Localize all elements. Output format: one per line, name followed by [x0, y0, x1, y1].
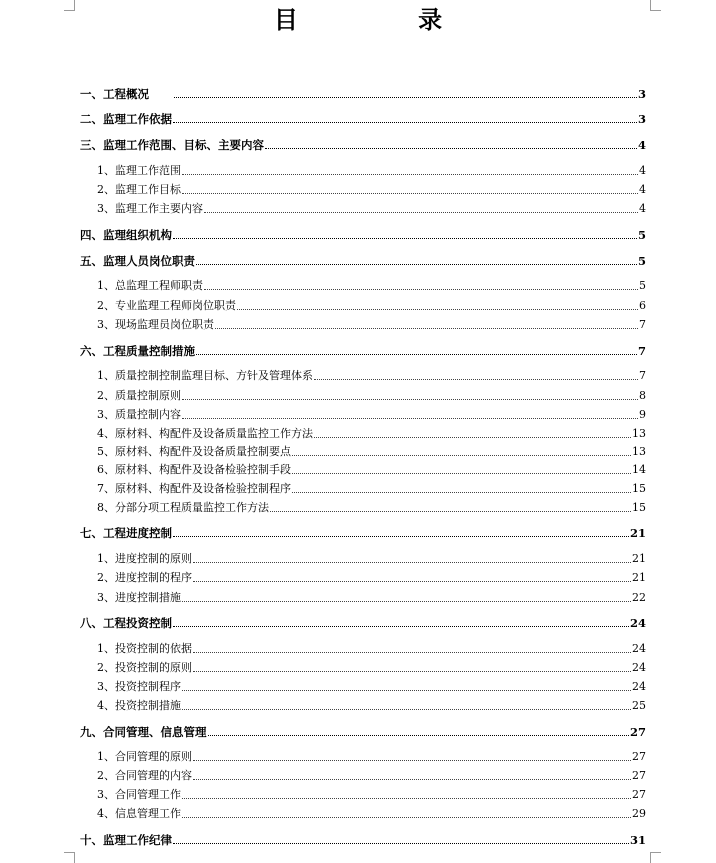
- toc-entry-chapter[interactable]: [80, 252, 646, 268]
- toc-page-number: 25: [632, 699, 646, 712]
- toc-dot-leader: [204, 288, 638, 290]
- toc-entry-text: 九、合同管理、信息管理: [80, 725, 207, 739]
- toc-entry-chapter[interactable]: [80, 831, 646, 847]
- toc-dot-leader: [182, 192, 638, 194]
- toc-page-number: 31: [629, 833, 646, 847]
- toc-entry-section[interactable]: [80, 297, 646, 313]
- toc-dot-leader: [173, 535, 629, 537]
- toc-entry-section[interactable]: [80, 461, 646, 477]
- toc-dot-leader: [173, 237, 637, 239]
- toc-page-number: 22: [632, 591, 646, 604]
- toc-entry-section[interactable]: [80, 181, 646, 197]
- toc-page-number: 27: [632, 788, 646, 801]
- toc-entry-text: 六、工程质量控制措施: [80, 344, 195, 358]
- page-corner-mark: [64, 852, 75, 863]
- toc-dot-leader: [182, 173, 638, 175]
- toc-entry-chapter[interactable]: [80, 614, 646, 630]
- toc-entry-text: 四、监理组织机构: [80, 228, 172, 242]
- toc-dot-leader: [193, 651, 631, 653]
- toc-dot-leader: [196, 353, 637, 355]
- toc-entry-text: 2、质量控制原则: [97, 389, 181, 402]
- toc-entry-section[interactable]: [80, 316, 646, 332]
- toc-entry-text: 2、合同管理的内容: [97, 769, 192, 782]
- toc-dot-leader: [182, 600, 631, 602]
- toc-entry-text: 1、监理工作范围: [97, 164, 181, 177]
- toc-dot-leader: [193, 759, 631, 761]
- toc-entry-chapter[interactable]: [80, 110, 646, 126]
- toc-page-number: 14: [632, 463, 646, 476]
- toc-entry-section[interactable]: [80, 550, 646, 566]
- toc-page-number: 6: [639, 299, 646, 312]
- toc-entry-text: 2、监理工作目标: [97, 183, 181, 196]
- toc-page-number: 4: [637, 138, 646, 152]
- toc-entry-text: 八、工程投资控制: [80, 616, 172, 630]
- toc-page-number: 9: [639, 408, 646, 421]
- toc-dot-leader: [196, 263, 637, 265]
- toc-page-number: 5: [637, 228, 646, 242]
- toc-page-number: 15: [632, 482, 646, 495]
- page-corner-mark: [650, 852, 661, 863]
- toc-page-number: 15: [632, 501, 646, 514]
- toc-entry-section[interactable]: [80, 200, 646, 216]
- toc-entry-text: 三、监理工作范围、目标、主要内容: [80, 138, 264, 152]
- toc-entry-section[interactable]: [80, 367, 646, 383]
- toc-page-number: 8: [639, 389, 646, 402]
- toc-dot-leader: [193, 580, 631, 582]
- toc-entry-text: 6、原材料、构配件及设备检验控制手段: [97, 463, 291, 476]
- toc-page-number: 4: [639, 202, 646, 215]
- toc-dot-leader: [173, 625, 629, 627]
- toc-entry-text: 五、监理人员岗位职责: [80, 254, 195, 268]
- toc-entry-section[interactable]: [80, 406, 646, 422]
- toc-entry-text: 3、进度控制措施: [97, 591, 181, 604]
- toc-page-number: 27: [629, 725, 646, 739]
- toc-page-number: 3: [637, 112, 646, 126]
- toc-dot-leader: [182, 398, 638, 400]
- toc-dot-leader: [270, 510, 631, 512]
- toc-page-number: 24: [629, 616, 646, 630]
- toc-entry-section[interactable]: [80, 805, 646, 821]
- toc-entry-text: 1、质量控制控制监理目标、方针及管理体系: [97, 369, 313, 382]
- toc-entry-text: 3、合同管理工作: [97, 788, 181, 801]
- toc-page-number: 21: [632, 571, 646, 584]
- toc-entry-text: 4、原材料、构配件及设备质量监控工作方法: [97, 427, 313, 440]
- toc-dot-leader: [173, 121, 637, 123]
- toc-entry-text: 5、原材料、构配件及设备质量控制要点: [97, 445, 291, 458]
- toc-page-number: 21: [632, 552, 646, 565]
- toc-entry-section[interactable]: [80, 387, 646, 403]
- toc-entry-section[interactable]: [80, 162, 646, 178]
- toc-entry-text: 2、投资控制的原则: [97, 661, 192, 674]
- toc-page-number: 13: [632, 445, 646, 458]
- toc-page-number: 24: [632, 680, 646, 693]
- toc-page-number: 24: [632, 661, 646, 674]
- toc-dot-leader: [193, 778, 631, 780]
- toc-entry-section[interactable]: [80, 678, 646, 694]
- toc-entry-text: 1、总监理工程师职责: [97, 279, 203, 292]
- toc-entry-text: 二、监理工作依据: [80, 112, 172, 126]
- toc-entry-section[interactable]: [80, 659, 646, 675]
- toc-entry-section[interactable]: [80, 425, 646, 441]
- toc-page-number: 29: [632, 807, 646, 820]
- toc-page-number: 24: [632, 642, 646, 655]
- toc-page-number: 7: [639, 318, 646, 331]
- toc-dot-leader: [292, 491, 631, 493]
- toc-dot-leader: [182, 816, 631, 818]
- toc-entry-chapter[interactable]: [80, 723, 646, 739]
- toc-dot-leader: [173, 842, 629, 844]
- toc-entry-section[interactable]: [80, 767, 646, 783]
- toc-page-number: 7: [639, 369, 646, 382]
- toc-entry-text: 3、监理工作主要内容: [97, 202, 203, 215]
- toc-entry-text: 2、专业监理工程师岗位职责: [97, 299, 236, 312]
- toc-entry-section[interactable]: [80, 589, 646, 605]
- toc-dot-leader: [237, 308, 638, 310]
- toc-entry-section[interactable]: [80, 640, 646, 656]
- toc-entry-section[interactable]: [80, 786, 646, 802]
- toc-entry-section[interactable]: [80, 569, 646, 585]
- toc-page-number: 21: [629, 526, 646, 540]
- toc-entry-section[interactable]: [80, 443, 646, 459]
- toc-entry-chapter[interactable]: [80, 136, 646, 152]
- toc-entry-chapter[interactable]: [80, 85, 646, 101]
- toc-entry-chapter[interactable]: [80, 524, 646, 540]
- toc-entry-text: 4、投资控制措施: [97, 699, 181, 712]
- toc-entry-text: 3、投资控制程序: [97, 680, 181, 693]
- toc-page-number: 4: [639, 164, 646, 177]
- toc-entry-section[interactable]: [80, 480, 646, 496]
- toc-dot-leader: [174, 96, 637, 98]
- toc-entry-text: 十、监理工作纪律: [80, 833, 172, 847]
- toc-dot-leader: [292, 454, 631, 456]
- toc-dot-leader: [292, 472, 631, 474]
- toc-dot-leader: [182, 417, 638, 419]
- toc-dot-leader: [182, 708, 631, 710]
- toc-page-number: 27: [632, 750, 646, 763]
- toc-dot-leader: [182, 797, 631, 799]
- toc-entry-text: 1、进度控制的原则: [97, 552, 192, 565]
- toc-entry-text: 2、进度控制的程序: [97, 571, 192, 584]
- toc-dot-leader: [215, 327, 638, 329]
- toc-dot-leader: [182, 689, 631, 691]
- toc-dot-leader: [193, 561, 631, 563]
- toc-page-number: 3: [637, 87, 646, 101]
- toc-dot-leader: [193, 670, 631, 672]
- toc-page-number: 5: [637, 254, 646, 268]
- toc-entry-section[interactable]: [80, 748, 646, 764]
- toc-entry-section[interactable]: [80, 277, 646, 293]
- toc-entry-section[interactable]: [80, 697, 646, 713]
- toc-entry-text: 4、信息管理工作: [97, 807, 181, 820]
- toc-entry-section[interactable]: [80, 499, 646, 515]
- toc-page-number: 27: [632, 769, 646, 782]
- toc-page-number: 13: [632, 427, 646, 440]
- toc-entry-text: 3、现场监理员岗位职责: [97, 318, 214, 331]
- toc-entry-text: 1、投资控制的依据: [97, 642, 192, 655]
- toc-dot-leader: [208, 734, 629, 736]
- toc-title: 目 录: [273, 5, 499, 34]
- toc-entry-text: 8、分部分项工程质量监控工作方法: [97, 501, 269, 514]
- toc-page-number: 5: [639, 279, 646, 292]
- toc-dot-leader: [314, 378, 638, 380]
- toc-entry-text: 1、合同管理的原则: [97, 750, 192, 763]
- toc-dot-leader: [265, 147, 637, 149]
- toc-entry-text: 七、工程进度控制: [80, 526, 172, 540]
- toc-entry-chapter[interactable]: [80, 342, 646, 358]
- toc-page-number: 4: [639, 183, 646, 196]
- toc-dot-leader: [204, 211, 638, 213]
- toc-entry-chapter[interactable]: [80, 226, 646, 242]
- toc-entry-text: 一、工程概况: [80, 87, 149, 101]
- toc-page-number: 7: [637, 344, 646, 358]
- toc-entry-text: 7、原材料、构配件及设备检验控制程序: [97, 482, 291, 495]
- toc-dot-leader: [314, 436, 631, 438]
- toc-entry-text: 3、质量控制内容: [97, 408, 181, 421]
